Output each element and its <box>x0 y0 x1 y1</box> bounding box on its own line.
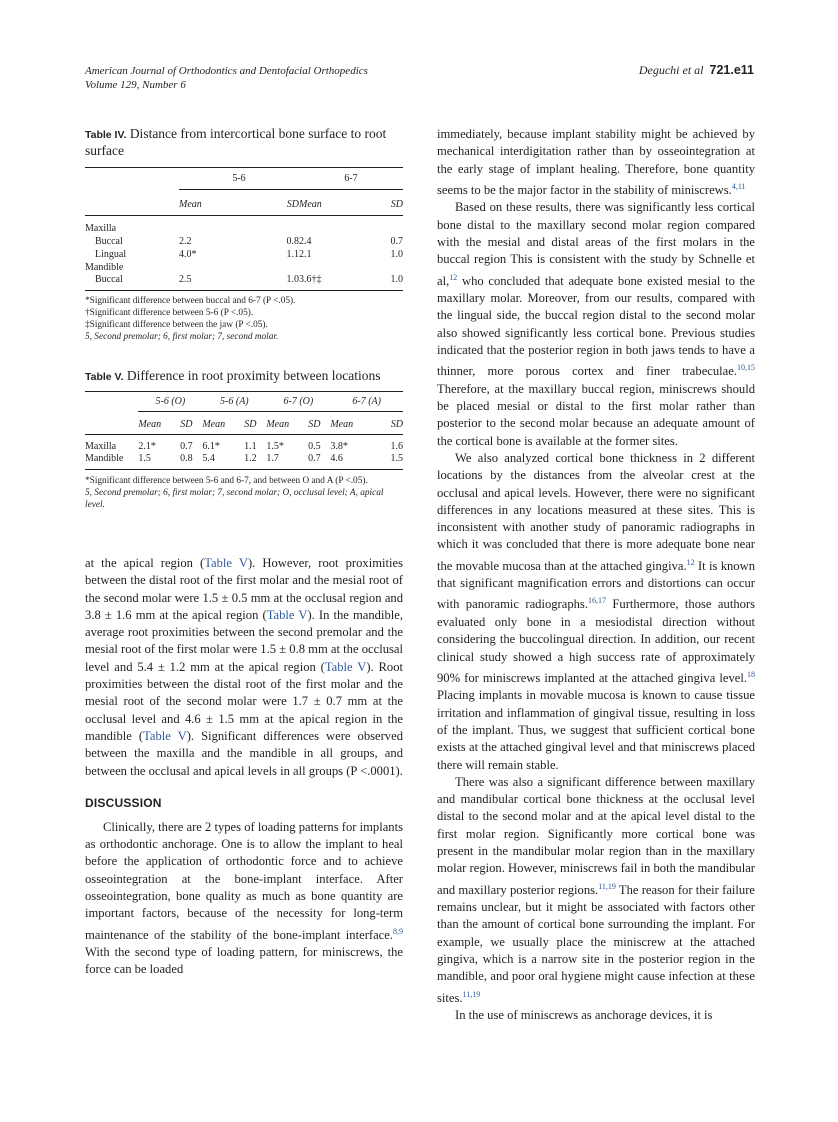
row-label: Maxilla <box>85 222 117 234</box>
row-label: Buccal <box>95 273 123 285</box>
text-run: immediately, because implant stability might be achieved by mechanical interdigitation rather than by osseointegration at the early stage of implant healing. Therefore, bone quantity seems to be the major factor in the stability of miniscrews. <box>437 127 755 198</box>
table4-footnote: †Significant difference between 5-6 (P <.05). <box>85 308 254 318</box>
table5-caption <box>85 368 403 385</box>
cell: 3.8* <box>330 440 348 452</box>
cell: 1.2 <box>244 452 257 464</box>
table4 <box>85 167 403 291</box>
table5-label: Table V. <box>85 371 124 383</box>
table-row <box>85 222 403 235</box>
running-header <box>85 64 368 92</box>
text-run: ). Significant differences were observed between the maxilla and the mandible in all groups, and between the occlusal and apical levels in all groups (P <.0001). <box>85 728 403 778</box>
table5-footnote: *Significant difference between 5-6 and 6-7, and between O and A (P <.05). <box>85 476 368 486</box>
table5-group: 6-7 (O) <box>283 396 314 407</box>
table5-col-mean: Mean <box>138 418 162 430</box>
table4-col-sd: SD <box>390 198 403 210</box>
cell: 0.7 <box>390 235 403 247</box>
table5-group: 5-6 (A) <box>220 396 249 407</box>
table5-group: 6-7 (A) <box>352 396 381 407</box>
text-run: at the apical region ( <box>85 556 205 570</box>
table5-col-sd: SD <box>390 418 403 430</box>
text-run: Clinically, there are 2 types of loading patterns for implants as orthodontic anchorage. One is to allow the implant to heal before the application of orthodontic force and to achieve osseointegration at the bone-implant interface. After osseointegration, bone quality as much as bone quantity are important factors, because of the necessity for long-term maintenance of the stability of the bone-implant interface. <box>85 819 403 942</box>
page-header-right <box>639 63 754 78</box>
body-paragraph <box>437 450 755 774</box>
table-ref-link[interactable]: Table V <box>204 556 248 570</box>
table4-group-header <box>85 168 403 190</box>
journal-volume: Volume 129, Number 6 <box>85 79 186 91</box>
cell: 0.7 <box>180 440 193 452</box>
body-paragraph <box>437 126 755 199</box>
body-paragraph <box>437 1007 755 1024</box>
text-run: Therefore, at the maxillary buccal region, miniscrews should be placed mesial or distal to the first molar rather than posterior to the second molar because an adequate amount of the cortical bone is available at the former sites. <box>437 381 755 448</box>
table5-col-header <box>85 415 403 435</box>
table-row <box>85 274 403 291</box>
table4-col-header <box>85 194 403 216</box>
citation-link[interactable]: 12 <box>686 557 695 567</box>
text-run: The reason for their failure remains unclear, but it might be associated with factors other than the amount of cortical bone surrounding the implant. For example, we usually place the miniscrew at the attached gingiva, which is a narrow site in the posterior region in the mandible, and poor oral hygiene might cause infection at these sites. <box>437 882 755 1005</box>
cell: 1.6 <box>390 440 403 452</box>
cell: 2.5 <box>179 273 192 285</box>
cell: 2.1 <box>299 248 312 260</box>
citation-link[interactable]: 11,19 <box>598 881 616 891</box>
row-label: Mandible <box>85 261 124 273</box>
cell: 3.6†‡ <box>299 273 322 285</box>
results-paragraph <box>85 555 403 780</box>
row-label: Maxilla <box>85 440 117 452</box>
cell: 0.7 <box>308 452 321 464</box>
table4-footnote: 5, Second premolar; 6, first molar; 7, second molar. <box>85 332 279 342</box>
row-label: Mandible <box>85 452 124 464</box>
table-row <box>85 235 403 248</box>
table5-caption-text: Difference in root proximity between locations <box>126 368 381 383</box>
cell: 0.8 <box>180 452 193 464</box>
citation-link[interactable]: 8,9 <box>393 926 403 936</box>
table5-col-sd: SD <box>180 418 193 430</box>
text-run: Based on these results, there was significantly less cortical bone distal to the maxillary second molar region compared with the mesial and distal areas of the first molars in the buccal region This is consistent with the study by Schnelle et al, <box>437 200 755 288</box>
right-column <box>437 126 755 1024</box>
cell: 2.1* <box>138 440 156 452</box>
cell: 0.5 <box>308 440 321 452</box>
text-run: With the second type of loading pattern, for miniscrews, the force can be loaded <box>85 945 403 977</box>
cell: 1.1 <box>286 248 299 260</box>
cell: 4.0* <box>179 248 197 260</box>
table-row <box>85 453 403 470</box>
table4-caption <box>85 126 403 159</box>
table4-label: Table IV. <box>85 129 127 141</box>
table5-footnotes <box>85 475 403 511</box>
cell: 6.1* <box>202 440 220 452</box>
table-ref-link[interactable]: Table V <box>143 728 187 743</box>
cell: 1.0 <box>390 248 403 260</box>
citation-link[interactable]: 11,19 <box>462 989 481 999</box>
text-run: Placing implants in movable mucosa is known to cause tissue irritation and inflammation of gingival tissue, resulting in loss of the implant. Thus, we suggest that sufficient cortical bone exists at the attached gingival level and that miniscrews placed there will remain stable. <box>437 688 755 772</box>
table4-col-mean: Mean <box>179 198 202 210</box>
row-label: Buccal <box>95 235 123 247</box>
table4-col-sd: SD <box>286 198 299 210</box>
text-run: Furthermore, those authors evaluated only bone in a mesiodistal direction without considering the buccolingual direction. In addition, our recent clinical study showed a high success rate of approximately 90% for miniscrews implanted at the attached gingiva level. <box>437 597 756 686</box>
table4-footnote: *Significant difference between buccal and 6-7 (P <.05). <box>85 296 296 306</box>
table4-group-5-6: 5-6 <box>232 173 246 184</box>
cell: 1.7 <box>266 452 279 464</box>
table5-group-header <box>85 392 403 412</box>
body-paragraph <box>437 774 755 1007</box>
cell: 0.8 <box>286 235 299 247</box>
table-ref-link[interactable]: Table V <box>266 607 308 622</box>
table4-footnotes <box>85 295 403 343</box>
left-column <box>85 126 403 979</box>
cell: 1.0 <box>390 273 403 285</box>
cell: 1.1 <box>244 440 257 452</box>
citation-link[interactable]: 12 <box>449 272 458 282</box>
table5-group: 5-6 (O) <box>155 396 186 407</box>
cell: 1.5* <box>266 440 284 452</box>
table5 <box>85 391 403 470</box>
citation-link[interactable]: 10,15 <box>737 363 755 373</box>
citation-link[interactable]: 16,17 <box>587 596 606 606</box>
section-heading-discussion: DISCUSSION <box>85 795 162 810</box>
cell: 4.6 <box>330 452 343 464</box>
discussion-paragraph <box>85 819 403 979</box>
row-label: Lingual <box>95 248 127 260</box>
text-run: ). In the mandible, average root proximities between the second premolar and the mesial root of the first molar were 1.5 ± 0.8 mm at the occlusal level and 5.4 ± 1.2 mm at the apical region ( <box>85 607 403 674</box>
text-run: In the use of miniscrews as anchorage devices, it is <box>455 1008 713 1023</box>
table4-col-mean: Mean <box>299 198 322 210</box>
table5-col-mean: Mean <box>266 418 290 430</box>
table-row <box>85 261 403 274</box>
text-run: We also analyzed cortical bone thickness in 2 different locations by the distances from the alveolar crest at the occlusal and apical levels. However, there were no significant differences in any locations measured at these sites. This is inconsistent with another study of panoramic radiographs in which it was concluded that there is more adequate bone near the movable mucosa than at the attached gingiva. <box>437 450 755 573</box>
cell: 1.5 <box>390 452 403 464</box>
citation-link[interactable]: 4,11 <box>731 181 746 191</box>
cell: 2.2 <box>179 235 192 247</box>
text-run: ). Root proximities between the distal root of the first molar and the mesial root of the second molar were 1.7 ± 0.7 mm at the occlusal level and 4.6 ± 1.5 mm at the apical region in the mandible ( <box>85 659 403 743</box>
page-number: 721.e11 <box>709 63 754 77</box>
text-run: It is known that significant magnification errors and distortions can occur with panoramic radiographs. <box>437 558 755 612</box>
text-run: who concluded that adequate bone existed mesial to the maxillary molar. Moreover, from our results, compared with the lingual side, the buccal region distal to the second molar also showed significantly less cortical bone. Previous studies indicated that the posterior region in both jaws tends to have a thinner, more porous cortex and finer trabeculae. <box>437 273 755 379</box>
table5-col-sd: SD <box>244 418 257 430</box>
table5-col-mean: Mean <box>330 418 354 430</box>
table-row <box>85 440 403 453</box>
text-run: There was also a significant difference between maxillary and mandibular cortical bone thickness at the occlusal level distal to the second molar and at the apical level distal to the first molar region. Significantly more cortical bone was present in the mandibular molar region than in the maxillary molar region. However, miniscrews fail in both the mandibular and maxillary posterior regions. <box>437 774 755 897</box>
cell: 1.5 <box>138 452 151 464</box>
text-run: ). However, root proximities between the distal root of the first molar and the mesial root of the second molar were 1.5 ± 0.5 mm at the occlusal region and 3.8 ± 1.6 mm at the apical region ( <box>85 556 403 622</box>
table4-group-6-7: 6-7 <box>344 173 358 184</box>
cell: 5.4 <box>202 452 215 464</box>
table5-col-sd: SD <box>308 418 321 430</box>
table4-footnote: ‡Significant difference between the jaw (P <.05). <box>85 320 268 330</box>
author-line: Deguchi et al <box>638 63 704 77</box>
cell: 2.4 <box>299 235 312 247</box>
table5-footnote: 5, Second premolar; 6, first molar; 7, second molar; O, occlusal level; A, apical level. <box>85 488 384 510</box>
table-row <box>85 248 403 261</box>
table4-caption-text: Distance from intercortical bone surface to root surface <box>85 126 387 158</box>
table5-col-mean: Mean <box>202 418 226 430</box>
citation-link[interactable]: 18 <box>747 669 755 679</box>
table-ref-link[interactable]: Table V <box>324 659 367 674</box>
cell: 1.0 <box>286 273 299 285</box>
body-paragraph <box>437 199 755 450</box>
journal-title: American Journal of Orthodontics and Dentofacial Orthopedics <box>85 65 368 77</box>
